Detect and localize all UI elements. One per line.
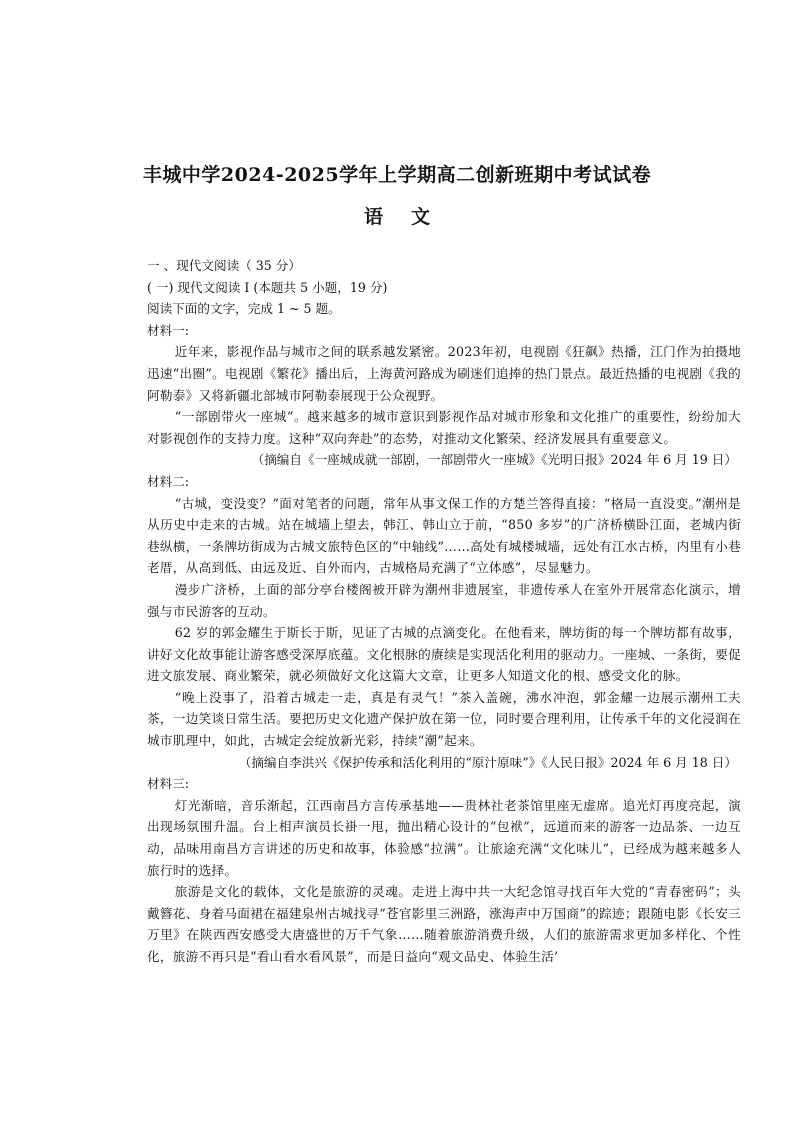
- subject-char-1: 语: [363, 206, 383, 228]
- material-3-paragraph: 灯光渐暗，音乐渐起，江西南昌方言传承基地——贵林社老茶馆里座无虚席。追光灯再度亮起，演出现场氛围升温。台上相声演员长褂一甩，抛出精心设计的“包袱”，远道而来的游客一边品茶、一边互动，品味用南昌方言讲述的历史和故事，体验感“拉满”。让旅途充满“文化味儿”，已经成为越来越多人旅行时的选择。: [147, 797, 741, 878]
- material-3-label: 材料三:: [147, 776, 190, 792]
- material-1-source: （摘编自《一座城成就一部剧，一部剧带火一座城》《光明日报》2024 年 6 月 19 日）: [251, 452, 737, 468]
- exam-body: [147, 255, 741, 968]
- sub-section-heading: ( 一) 现代文阅读 I (本题共 5 小题，19 分): [147, 279, 388, 295]
- subject-heading: [0, 202, 794, 229]
- exam-title: 丰城中学2024-2025学年上学期高二创新班期中考试试卷: [142, 164, 652, 186]
- reading-instruction: 阅读下面的文字，完成 1 ~ 5 题。: [147, 301, 341, 317]
- material-1-paragraph: 近年来，影视作品与城市之间的联系越发紧密。2023年初，电视剧《狂飙》热播，江门作为拍摄地迅速“出圈”。电视剧《繁花》播出后，上海黄河路成为刷迷们追捧的热门景点。最近热播的电视剧《我的阿勒泰》又将新疆北部城市阿勒泰展现于公众视野。: [147, 344, 741, 403]
- material-3-paragraph: 旅游是文化的载体，文化是旅游的灵魂。走进上海中共一大纪念馆寻找百年大党的“青春密码”；头戴簪花、身着马面裙在福建泉州古城找寻“苍官影里三洲路，涨海声中万国商”的踪迹；跟随电影《长安三万里》在陕西西安感受大唐盛世的万千气象……随着旅游消费升级，人们的旅游需求更加多样化、个性化，旅游不再只是“看山看水看风景”，而是日益向“观文品史、体验生活’: [147, 884, 741, 964]
- material-1-paragraph: “一部剧带火一座城”。越来越多的城市意识到影视作品对城市形象和文化推广的重要性，纷纷加大对影视创作的支持力度。这种“双向奔赴”的态势，对推动文化繁荣、经济发展具有重要意义。: [147, 409, 741, 446]
- material-2-source: （摘编自李洪兴《保护传承和活化利用的“原汁原味”》《人民日报》2024 年 6 月 18 日）: [238, 754, 737, 770]
- material-2-paragraph: “古城，变没变？”面对笔者的问题，常年从事文保工作的方楚兰答得直接：“格局一直没变。”潮州是从历史中走来的古城。站在城墙上望去，韩江、韩山立于前，“850 多岁”的广济桥横卧江面，老城内街巷纵横，一条牌坊街成为古城文旅特色区的“中轴线”……高处有城楼城墙，远处有江水古桥，内里有小巷老厝，从高到低、由远及近、自外而内，古城格局充满了“立体感”，尽显魅力。: [147, 495, 741, 576]
- material-2-paragraph: 漫步广济桥，上面的部分亭台楼阁被开辟为潮州非遗展室，非遗传承人在室外开展常态化演示，增强与市民游客的互动。: [147, 581, 741, 619]
- material-2-paragraph: “晚上没事了，沿着古城走一走，真是有灵气！”茶入盖碗，沸水冲泡，郭金耀一边展示潮州工夫茶，一边笑谈日常生活。要把历史文化遗产保护放在第一位，同时要合理利用，让传承千年的文化浸润在城市肌理中，如此，古城定会绽放新光彩，持续“潮”起来。: [147, 689, 741, 749]
- material-2-paragraph: 62 岁的郭金耀生于斯长于斯，见证了古城的点滴变化。在他看来，牌坊街的每一个牌坊都有故事，讲好文化故事能让游客感受深厚底蕴。文化根脉的赓续是实现活化利用的驱动力。一座城、一条街，要促进文旅发展、商业繁荣，就必须做好文化这篇大文章，让更多人知道文化的根、感受文化的脉。: [147, 625, 741, 684]
- subject-char-2: 文: [411, 206, 431, 228]
- section-heading: 一 、现代文阅读（ 35 分）: [147, 258, 301, 273]
- material-2-label: 材料二:: [147, 473, 190, 489]
- material-1-label: 材料一:: [147, 322, 190, 338]
